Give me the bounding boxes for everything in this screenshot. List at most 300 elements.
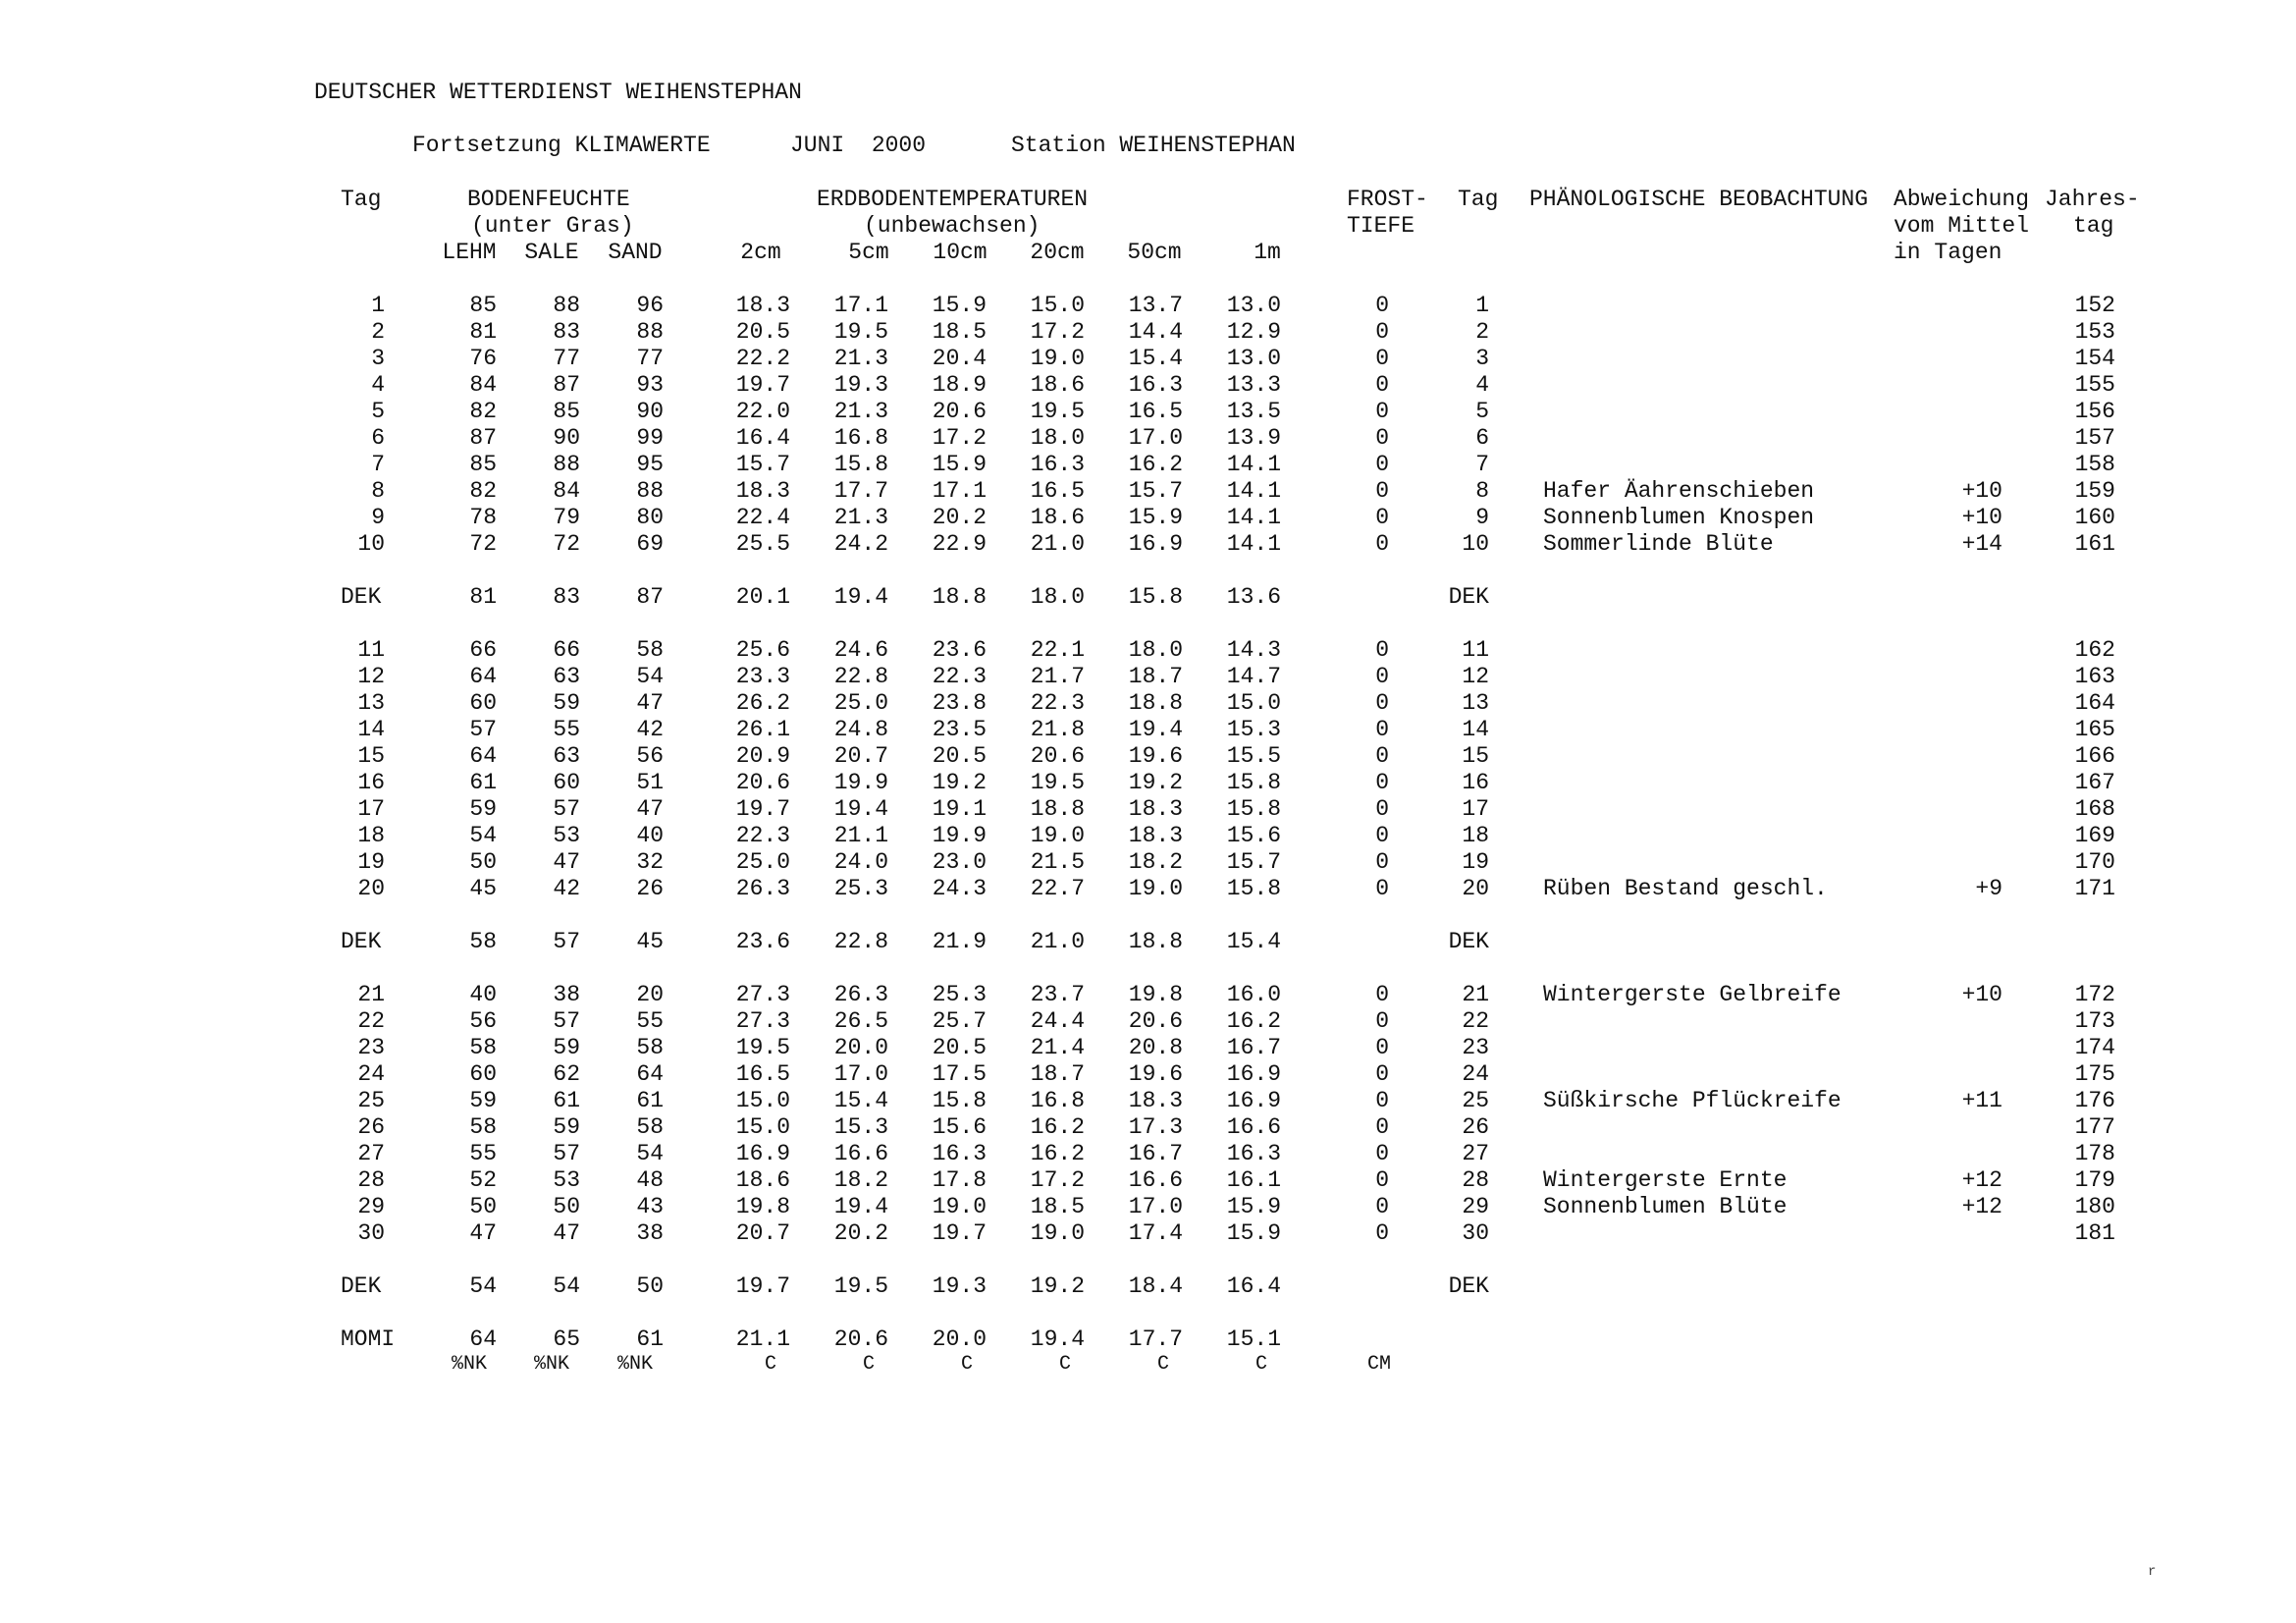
cell-sand: 56 bbox=[636, 743, 664, 769]
cell-t100: 16.6 bbox=[1226, 1114, 1281, 1140]
cell-frost: 0 bbox=[1375, 452, 1389, 477]
cell-abw: +10 bbox=[1961, 982, 2002, 1007]
cell-sale: 62 bbox=[553, 1061, 580, 1087]
cell-t5: 17.0 bbox=[833, 1061, 888, 1087]
cell-tag: 24 bbox=[357, 1061, 385, 1087]
cell-t5: 22.8 bbox=[833, 664, 888, 689]
cell-obs bbox=[1543, 1008, 1877, 1034]
cell-obs bbox=[1543, 1035, 1877, 1060]
cell-t100: 15.8 bbox=[1226, 876, 1281, 901]
cell-lehm: 45 bbox=[469, 876, 497, 901]
cell-obs bbox=[1543, 1273, 1877, 1299]
cell-t100: 15.6 bbox=[1226, 823, 1281, 848]
cell-t100: 13.5 bbox=[1226, 399, 1281, 424]
cell-t10: 15.8 bbox=[932, 1088, 987, 1113]
cell-frost: 0 bbox=[1375, 743, 1389, 769]
cell-sale: 63 bbox=[553, 664, 580, 689]
cell-lehm: 59 bbox=[469, 796, 497, 822]
cell-frost: 0 bbox=[1375, 478, 1389, 504]
cell-t20: 23.7 bbox=[1030, 982, 1085, 1007]
cell-jt: 166 bbox=[2074, 743, 2115, 769]
cell-sale: 38 bbox=[553, 982, 580, 1007]
col-frost-sub: TIEFE bbox=[1347, 213, 1415, 239]
cell-t50: 18.7 bbox=[1128, 664, 1183, 689]
col-bodenfeuchte-sub: (unter Gras) bbox=[471, 213, 634, 239]
cell-t2: 19.7 bbox=[735, 796, 790, 822]
cell-t50: 16.2 bbox=[1128, 452, 1183, 477]
cell-sand: 80 bbox=[636, 505, 664, 530]
page-corner-mark: r bbox=[2148, 1564, 2157, 1580]
cell-abw bbox=[1944, 849, 2002, 875]
cell-t5: 24.2 bbox=[833, 531, 888, 557]
cell-tag2: 3 bbox=[1475, 346, 1489, 371]
cell-jt: 181 bbox=[2074, 1220, 2115, 1246]
cell-t5: 21.3 bbox=[833, 399, 888, 424]
cell-t50: 18.4 bbox=[1128, 1273, 1183, 1299]
cell-obs bbox=[1543, 929, 1877, 954]
cell-t2: 20.7 bbox=[735, 1220, 790, 1246]
cell-abw bbox=[1944, 1326, 2002, 1352]
cell-t100: 16.9 bbox=[1226, 1088, 1281, 1113]
cell-tag2 bbox=[1435, 1326, 1489, 1352]
cell-sand: 93 bbox=[636, 372, 664, 398]
col-10cm-header: 10cm bbox=[933, 240, 988, 265]
cell-sale: 72 bbox=[553, 531, 580, 557]
cell-obs bbox=[1543, 372, 1877, 398]
cell-lehm: 58 bbox=[469, 1114, 497, 1140]
cell-t20: 19.5 bbox=[1030, 770, 1085, 795]
cell-obs bbox=[1543, 399, 1877, 424]
cell-t5: 18.2 bbox=[833, 1167, 888, 1193]
cell-lehm: 55 bbox=[469, 1141, 497, 1166]
cell-frost: 0 bbox=[1375, 717, 1389, 742]
cell-t5: 25.0 bbox=[833, 690, 888, 716]
report-month: JUNI 2000 bbox=[790, 133, 927, 158]
cell-t100: 12.9 bbox=[1226, 319, 1281, 345]
cell-t2: 26.1 bbox=[735, 717, 790, 742]
cell-t10: 17.1 bbox=[932, 478, 987, 504]
cell-tag2: 14 bbox=[1462, 717, 1489, 742]
cell-sand: 45 bbox=[636, 929, 664, 954]
cell-tag: 9 bbox=[371, 505, 385, 530]
cell-t100: 14.1 bbox=[1226, 505, 1281, 530]
cell-tag2: 28 bbox=[1462, 1167, 1489, 1193]
cell-t20: 22.1 bbox=[1030, 637, 1085, 663]
cell-t5: 25.3 bbox=[833, 876, 888, 901]
cell-obs bbox=[1543, 346, 1877, 371]
cell-tag: 4 bbox=[371, 372, 385, 398]
cell-sale: 63 bbox=[553, 743, 580, 769]
cell-sale: 77 bbox=[553, 346, 580, 371]
cell-obs: Süßkirsche Pflückreife bbox=[1543, 1088, 1842, 1113]
cell-t2: 18.3 bbox=[735, 478, 790, 504]
cell-sand: 87 bbox=[636, 584, 664, 610]
cell-t10: 20.2 bbox=[932, 505, 987, 530]
cell-frost: 0 bbox=[1375, 425, 1389, 451]
col-erdboden-header: ERDBODENTEMPERATUREN bbox=[817, 187, 1089, 212]
col-abweichung-sub: vom Mittel bbox=[1894, 213, 2030, 239]
cell-jt: 156 bbox=[2074, 399, 2115, 424]
cell-t20: 21.0 bbox=[1030, 531, 1085, 557]
cell-t100: 13.6 bbox=[1226, 584, 1281, 610]
cell-tag: 17 bbox=[357, 796, 385, 822]
cell-t2: 25.6 bbox=[735, 637, 790, 663]
cell-frost: 0 bbox=[1375, 876, 1389, 901]
unit-t5: C bbox=[862, 1353, 875, 1376]
cell-jt: 177 bbox=[2074, 1114, 2115, 1140]
cell-sale: 61 bbox=[553, 1088, 580, 1113]
cell-t100: 16.1 bbox=[1226, 1167, 1281, 1193]
cell-t2: 20.5 bbox=[735, 319, 790, 345]
cell-frost: 0 bbox=[1375, 1114, 1389, 1140]
cell-lehm: 54 bbox=[469, 823, 497, 848]
col-jahrestag-header: Jahres- bbox=[2045, 187, 2140, 212]
cell-tag2: 1 bbox=[1475, 293, 1489, 318]
cell-t100: 14.1 bbox=[1226, 452, 1281, 477]
cell-t5: 19.4 bbox=[833, 584, 888, 610]
cell-t10: 20.5 bbox=[932, 743, 987, 769]
cell-lehm: 60 bbox=[469, 1061, 497, 1087]
col-tag-header: Tag bbox=[341, 187, 382, 212]
cell-obs: Wintergerste Ernte bbox=[1543, 1167, 1788, 1193]
cell-t20: 16.3 bbox=[1030, 452, 1085, 477]
cell-tag: 20 bbox=[357, 876, 385, 901]
cell-t50: 17.0 bbox=[1128, 425, 1183, 451]
cell-abw bbox=[1944, 1008, 2002, 1034]
cell-sand: 90 bbox=[636, 399, 664, 424]
cell-t50: 13.7 bbox=[1128, 293, 1183, 318]
cell-t2: 19.5 bbox=[735, 1035, 790, 1060]
cell-jt: 152 bbox=[2074, 293, 2115, 318]
cell-jt: 172 bbox=[2074, 982, 2115, 1007]
cell-sand: 61 bbox=[636, 1088, 664, 1113]
cell-t50: 17.7 bbox=[1128, 1326, 1183, 1352]
cell-obs: Wintergerste Gelbreife bbox=[1543, 982, 1842, 1007]
cell-t50: 17.0 bbox=[1128, 1194, 1183, 1219]
cell-tag2: DEK bbox=[1448, 1273, 1489, 1299]
cell-abw bbox=[1944, 1035, 2002, 1060]
cell-jt: 171 bbox=[2074, 876, 2115, 901]
cell-abw bbox=[1944, 823, 2002, 848]
cell-t20: 19.2 bbox=[1030, 1273, 1085, 1299]
cell-lehm: 81 bbox=[469, 319, 497, 345]
cell-t10: 19.0 bbox=[932, 1194, 987, 1219]
cell-lehm: 72 bbox=[469, 531, 497, 557]
cell-frost: 0 bbox=[1375, 1167, 1389, 1193]
cell-t2: 22.0 bbox=[735, 399, 790, 424]
cell-jt: 168 bbox=[2074, 796, 2115, 822]
cell-jt bbox=[2061, 1326, 2115, 1352]
cell-sand: 58 bbox=[636, 637, 664, 663]
cell-sand: 69 bbox=[636, 531, 664, 557]
cell-sand: 58 bbox=[636, 1114, 664, 1140]
col-erdboden-sub: (unbewachsen) bbox=[864, 213, 1041, 239]
cell-t20: 17.2 bbox=[1030, 319, 1085, 345]
cell-sale: 88 bbox=[553, 293, 580, 318]
cell-abw bbox=[1944, 425, 2002, 451]
cell-t5: 19.5 bbox=[833, 1273, 888, 1299]
cell-t5: 21.3 bbox=[833, 505, 888, 530]
cell-obs bbox=[1543, 770, 1877, 795]
cell-t20: 21.4 bbox=[1030, 1035, 1085, 1060]
cell-obs bbox=[1543, 743, 1877, 769]
cell-jt bbox=[2061, 584, 2115, 610]
cell-obs bbox=[1543, 1326, 1877, 1352]
col-1m-header: 1m bbox=[1254, 240, 1281, 265]
cell-t5: 22.8 bbox=[833, 929, 888, 954]
cell-obs bbox=[1543, 664, 1877, 689]
cell-obs bbox=[1543, 425, 1877, 451]
cell-t100: 15.9 bbox=[1226, 1194, 1281, 1219]
cell-t100: 15.0 bbox=[1226, 690, 1281, 716]
cell-t2: 21.1 bbox=[735, 1326, 790, 1352]
cell-t20: 17.2 bbox=[1030, 1167, 1085, 1193]
cell-sale: 85 bbox=[553, 399, 580, 424]
cell-tag2: 10 bbox=[1462, 531, 1489, 557]
cell-tag2: 8 bbox=[1475, 478, 1489, 504]
col-tag2-header: Tag bbox=[1458, 187, 1499, 212]
cell-frost: 0 bbox=[1375, 1220, 1389, 1246]
cell-lehm: 61 bbox=[469, 770, 497, 795]
col-20cm-header: 20cm bbox=[1030, 240, 1085, 265]
cell-lehm: 59 bbox=[469, 1088, 497, 1113]
cell-sand: 61 bbox=[636, 1326, 664, 1352]
cell-t2: 22.4 bbox=[735, 505, 790, 530]
cell-t5: 16.8 bbox=[833, 425, 888, 451]
cell-frost: 0 bbox=[1375, 690, 1389, 716]
cell-jt: 164 bbox=[2074, 690, 2115, 716]
cell-tag2: 18 bbox=[1462, 823, 1489, 848]
cell-t10: 17.8 bbox=[932, 1167, 987, 1193]
cell-t50: 18.2 bbox=[1128, 849, 1183, 875]
cell-t10: 20.4 bbox=[932, 346, 987, 371]
cell-tag: 11 bbox=[357, 637, 385, 663]
cell-lehm: 78 bbox=[469, 505, 497, 530]
cell-lehm: 81 bbox=[469, 584, 497, 610]
unit-t20: C bbox=[1058, 1353, 1071, 1376]
cell-jt: 167 bbox=[2074, 770, 2115, 795]
cell-tag2: 5 bbox=[1475, 399, 1489, 424]
cell-sand: 50 bbox=[636, 1273, 664, 1299]
report-subtitle: Fortsetzung KLIMAWERTE bbox=[412, 133, 711, 158]
cell-abw: +12 bbox=[1961, 1167, 2002, 1193]
cell-t50: 19.0 bbox=[1128, 876, 1183, 901]
cell-t2: 18.3 bbox=[735, 293, 790, 318]
cell-t50: 19.6 bbox=[1128, 743, 1183, 769]
cell-tag: 23 bbox=[357, 1035, 385, 1060]
cell-tag: DEK bbox=[341, 929, 382, 954]
cell-abw bbox=[1944, 452, 2002, 477]
cell-lehm: 64 bbox=[469, 1326, 497, 1352]
cell-t50: 20.6 bbox=[1128, 1008, 1183, 1034]
cell-tag: DEK bbox=[341, 1273, 382, 1299]
cell-tag2: 30 bbox=[1462, 1220, 1489, 1246]
cell-t5: 21.1 bbox=[833, 823, 888, 848]
cell-t20: 18.6 bbox=[1030, 372, 1085, 398]
cell-obs bbox=[1543, 690, 1877, 716]
cell-t2: 20.6 bbox=[735, 770, 790, 795]
cell-sale: 66 bbox=[553, 637, 580, 663]
cell-t10: 21.9 bbox=[932, 929, 987, 954]
cell-t20: 16.2 bbox=[1030, 1114, 1085, 1140]
cell-t5: 19.5 bbox=[833, 319, 888, 345]
cell-sand: 47 bbox=[636, 690, 664, 716]
cell-t50: 16.9 bbox=[1128, 531, 1183, 557]
cell-obs: Rüben Bestand geschl. bbox=[1543, 876, 1828, 901]
unit-frost: CM bbox=[1366, 1353, 1391, 1376]
cell-t20: 18.5 bbox=[1030, 1194, 1085, 1219]
cell-t2: 19.7 bbox=[735, 372, 790, 398]
cell-t2: 15.0 bbox=[735, 1088, 790, 1113]
cell-tag2: 19 bbox=[1462, 849, 1489, 875]
cell-t20: 20.6 bbox=[1030, 743, 1085, 769]
cell-t5: 26.5 bbox=[833, 1008, 888, 1034]
cell-tag2: 29 bbox=[1462, 1194, 1489, 1219]
cell-t100: 13.3 bbox=[1226, 372, 1281, 398]
cell-t20: 19.0 bbox=[1030, 823, 1085, 848]
cell-lehm: 84 bbox=[469, 372, 497, 398]
cell-sand: 43 bbox=[636, 1194, 664, 1219]
cell-tag: 29 bbox=[357, 1194, 385, 1219]
cell-t2: 22.3 bbox=[735, 823, 790, 848]
cell-t2: 26.2 bbox=[735, 690, 790, 716]
cell-tag2: 25 bbox=[1462, 1088, 1489, 1113]
cell-t20: 16.5 bbox=[1030, 478, 1085, 504]
cell-frost: 0 bbox=[1375, 849, 1389, 875]
cell-lehm: 85 bbox=[469, 452, 497, 477]
cell-tag: 30 bbox=[357, 1220, 385, 1246]
cell-lehm: 50 bbox=[469, 1194, 497, 1219]
cell-jt: 165 bbox=[2074, 717, 2115, 742]
cell-t100: 15.8 bbox=[1226, 796, 1281, 822]
cell-sale: 50 bbox=[553, 1194, 580, 1219]
cell-t2: 25.0 bbox=[735, 849, 790, 875]
cell-sale: 87 bbox=[553, 372, 580, 398]
cell-sand: 55 bbox=[636, 1008, 664, 1034]
cell-t20: 21.7 bbox=[1030, 664, 1085, 689]
cell-jt: 175 bbox=[2074, 1061, 2115, 1087]
cell-t10: 19.2 bbox=[932, 770, 987, 795]
cell-frost: 0 bbox=[1375, 293, 1389, 318]
cell-t50: 14.4 bbox=[1128, 319, 1183, 345]
cell-tag: 21 bbox=[357, 982, 385, 1007]
cell-t20: 19.0 bbox=[1030, 346, 1085, 371]
cell-tag2: 20 bbox=[1462, 876, 1489, 901]
cell-abw bbox=[1944, 293, 2002, 318]
cell-tag: 13 bbox=[357, 690, 385, 716]
cell-jt: 169 bbox=[2074, 823, 2115, 848]
cell-tag2: 21 bbox=[1462, 982, 1489, 1007]
cell-obs bbox=[1543, 1220, 1877, 1246]
cell-sand: 42 bbox=[636, 717, 664, 742]
col-2cm-header: 2cm bbox=[740, 240, 781, 265]
cell-lehm: 60 bbox=[469, 690, 497, 716]
cell-lehm: 40 bbox=[469, 982, 497, 1007]
cell-t5: 20.0 bbox=[833, 1035, 888, 1060]
cell-t5: 24.0 bbox=[833, 849, 888, 875]
cell-t10: 19.7 bbox=[932, 1220, 987, 1246]
cell-tag: 18 bbox=[357, 823, 385, 848]
cell-sand: 58 bbox=[636, 1035, 664, 1060]
cell-tag: 6 bbox=[371, 425, 385, 451]
cell-t100: 14.7 bbox=[1226, 664, 1281, 689]
cell-frost: 0 bbox=[1375, 1061, 1389, 1087]
cell-t2: 16.4 bbox=[735, 425, 790, 451]
cell-t10: 17.2 bbox=[932, 425, 987, 451]
cell-t10: 15.9 bbox=[932, 452, 987, 477]
cell-t100: 13.9 bbox=[1226, 425, 1281, 451]
cell-sale: 59 bbox=[553, 1114, 580, 1140]
cell-t50: 16.6 bbox=[1128, 1167, 1183, 1193]
cell-sand: 95 bbox=[636, 452, 664, 477]
cell-tag2: 15 bbox=[1462, 743, 1489, 769]
cell-obs bbox=[1543, 452, 1877, 477]
cell-t10: 19.3 bbox=[932, 1273, 987, 1299]
cell-sale: 88 bbox=[553, 452, 580, 477]
cell-obs bbox=[1543, 293, 1877, 318]
cell-t100: 16.7 bbox=[1226, 1035, 1281, 1060]
cell-sand: 38 bbox=[636, 1220, 664, 1246]
cell-frost: 0 bbox=[1375, 531, 1389, 557]
col-sand-header: SAND bbox=[608, 240, 663, 265]
cell-tag: 1 bbox=[371, 293, 385, 318]
cell-t5: 15.3 bbox=[833, 1114, 888, 1140]
cell-obs bbox=[1543, 319, 1877, 345]
cell-tag: MOMI bbox=[341, 1326, 396, 1352]
cell-t50: 16.5 bbox=[1128, 399, 1183, 424]
cell-tag2: 26 bbox=[1462, 1114, 1489, 1140]
cell-sand: 47 bbox=[636, 796, 664, 822]
cell-sand: 99 bbox=[636, 425, 664, 451]
cell-sale: 65 bbox=[553, 1326, 580, 1352]
cell-t2: 19.7 bbox=[735, 1273, 790, 1299]
cell-t50: 15.7 bbox=[1128, 478, 1183, 504]
cell-obs bbox=[1543, 1114, 1877, 1140]
cell-jt: 162 bbox=[2074, 637, 2115, 663]
cell-sand: 88 bbox=[636, 478, 664, 504]
cell-obs: Hafer Äahrenschieben bbox=[1543, 478, 1815, 504]
cell-t100: 15.4 bbox=[1226, 929, 1281, 954]
cell-jt: 153 bbox=[2074, 319, 2115, 345]
cell-sand: 32 bbox=[636, 849, 664, 875]
cell-t10: 19.9 bbox=[932, 823, 987, 848]
col-5cm-header: 5cm bbox=[848, 240, 889, 265]
cell-t20: 18.7 bbox=[1030, 1061, 1085, 1087]
cell-abw bbox=[1944, 319, 2002, 345]
cell-t50: 20.8 bbox=[1128, 1035, 1183, 1060]
cell-sand: 77 bbox=[636, 346, 664, 371]
cell-lehm: 64 bbox=[469, 664, 497, 689]
report-org-title: DEUTSCHER WETTERDIENST WEIHENSTEPHAN bbox=[314, 80, 802, 105]
cell-jt: 170 bbox=[2074, 849, 2115, 875]
cell-t2: 15.7 bbox=[735, 452, 790, 477]
cell-t5: 24.8 bbox=[833, 717, 888, 742]
cell-jt: 178 bbox=[2074, 1141, 2115, 1166]
cell-tag: 2 bbox=[371, 319, 385, 345]
cell-t50: 18.8 bbox=[1128, 690, 1183, 716]
cell-t20: 18.6 bbox=[1030, 505, 1085, 530]
cell-t100: 14.3 bbox=[1226, 637, 1281, 663]
cell-frost: 0 bbox=[1375, 346, 1389, 371]
cell-jt bbox=[2061, 1273, 2115, 1299]
unit-t2: C bbox=[764, 1353, 776, 1376]
unit-sale: %NK bbox=[533, 1353, 569, 1376]
cell-t100: 13.0 bbox=[1226, 293, 1281, 318]
cell-t10: 23.0 bbox=[932, 849, 987, 875]
cell-tag2: 2 bbox=[1475, 319, 1489, 345]
cell-t2: 18.6 bbox=[735, 1167, 790, 1193]
col-bodenfeuchte-header: BODENFEUCHTE bbox=[467, 187, 630, 212]
